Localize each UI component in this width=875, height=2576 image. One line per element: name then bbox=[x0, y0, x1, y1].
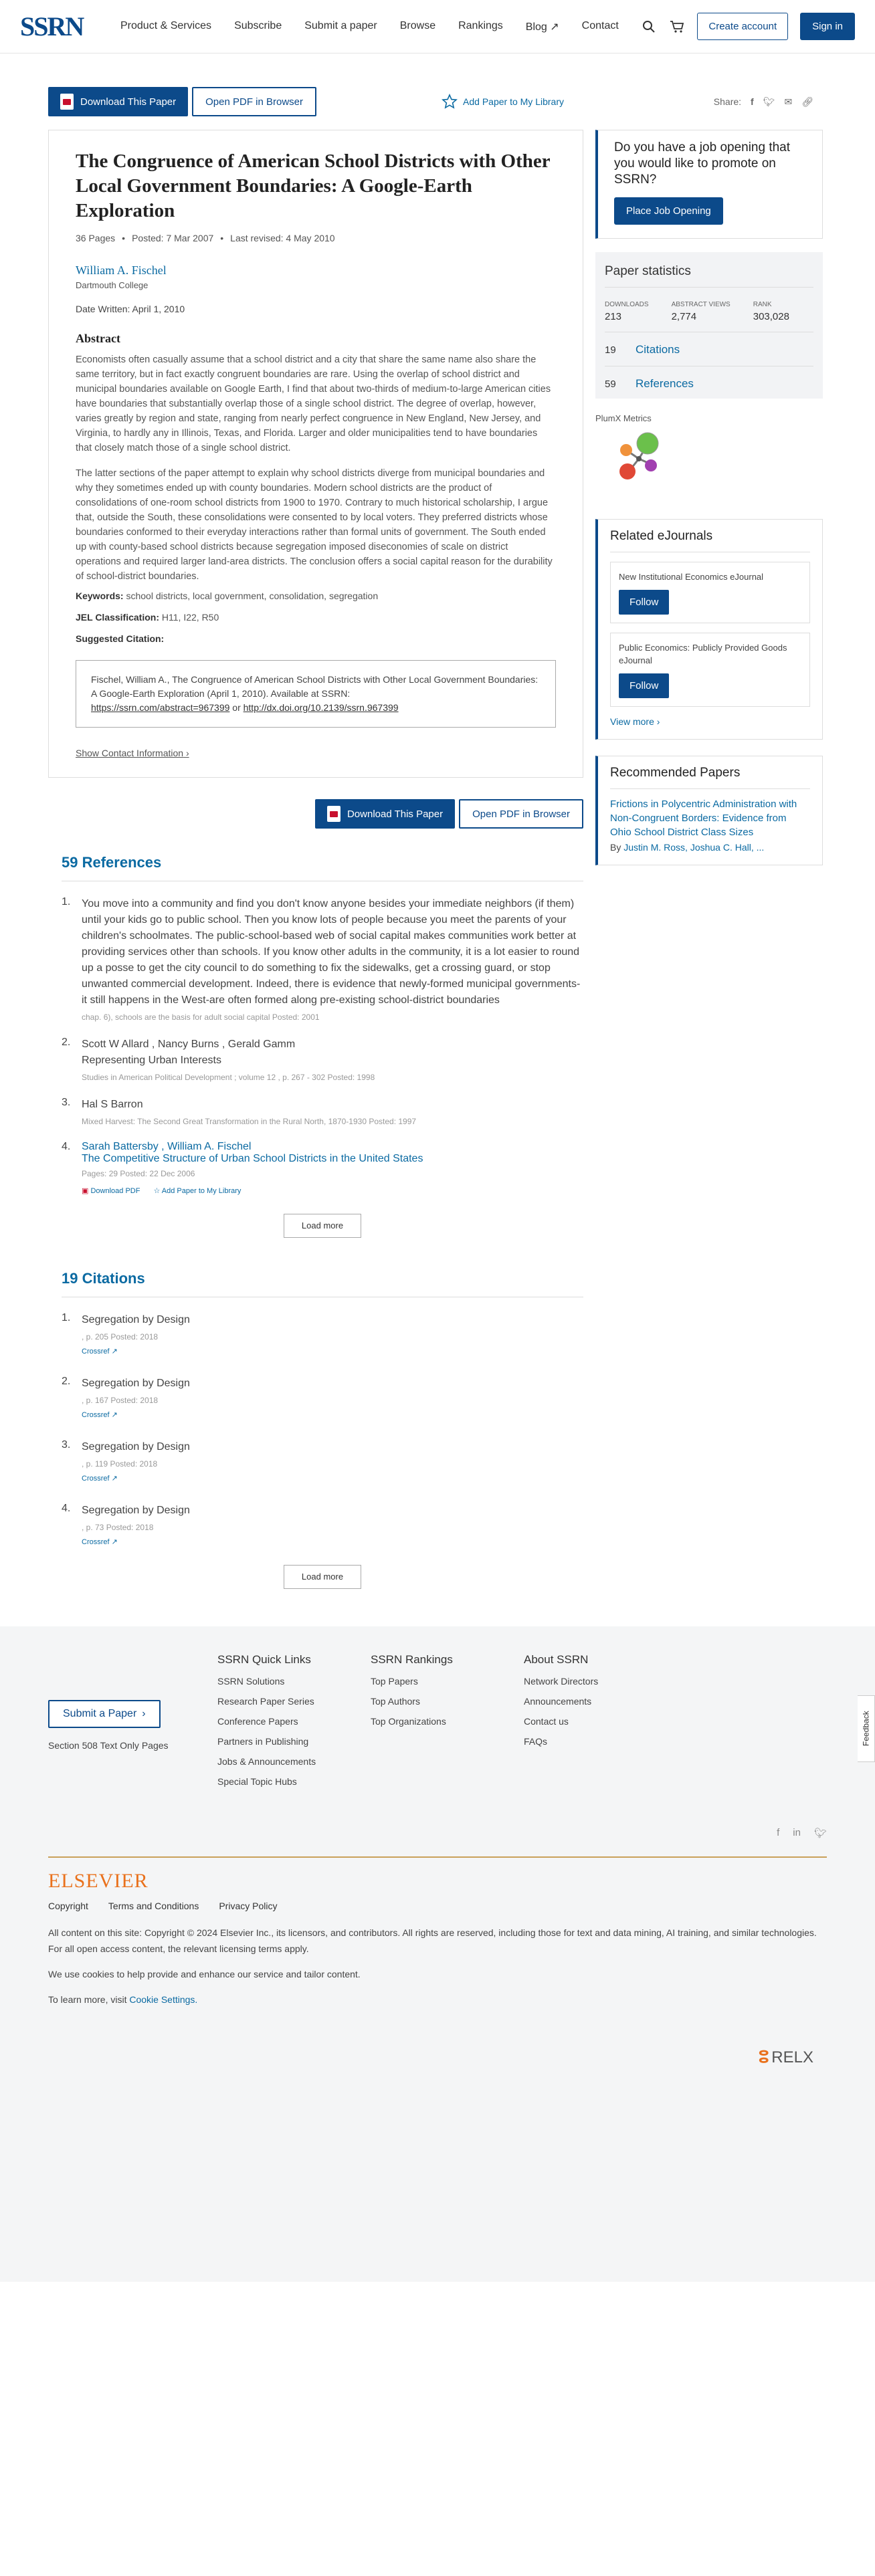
citations-label: Citations bbox=[636, 343, 680, 356]
pdf-icon bbox=[327, 806, 341, 822]
list-item bbox=[62, 1037, 583, 1082]
site-footer bbox=[0, 1626, 875, 2282]
crossref-link[interactable]: Crossref ↗ bbox=[82, 1538, 118, 1546]
open-pdf-button[interactable]: Open PDF in Browser bbox=[192, 87, 316, 116]
related-ejournals bbox=[595, 519, 823, 740]
ref-actions bbox=[82, 1186, 583, 1195]
cite-body bbox=[82, 1439, 583, 1483]
ref-sub: chap. 6), schools are the basis for adult social capital Posted: 2001 bbox=[82, 1012, 320, 1022]
download-pdf-label: Download PDF bbox=[90, 1187, 140, 1195]
sidebar bbox=[595, 130, 823, 1589]
terms-link[interactable]: Terms and Conditions bbox=[108, 1901, 199, 1911]
recommended-authors bbox=[610, 842, 810, 853]
ref-number: 2. bbox=[62, 1037, 71, 1048]
download-paper-button[interactable] bbox=[48, 87, 188, 116]
header-actions bbox=[641, 13, 855, 40]
relx-mark-icon: ⵓ bbox=[759, 2048, 769, 2066]
ref-sub: Pages: 29 Posted: 22 Dec 2006 bbox=[82, 1169, 195, 1178]
follow-button[interactable]: Follow bbox=[619, 673, 669, 698]
search-icon[interactable] bbox=[641, 19, 657, 35]
stat-label: DOWNLOADS bbox=[605, 301, 649, 308]
add-to-library-link[interactable] bbox=[442, 94, 564, 110]
abstract-heading: Abstract bbox=[76, 332, 120, 345]
footer-col-heading: About SSRN bbox=[524, 1653, 589, 1666]
relx-label: RELX bbox=[771, 2048, 813, 2066]
privacy-link[interactable]: Privacy Policy bbox=[219, 1901, 278, 1911]
revised-date: Last revised: 4 May 2010 bbox=[230, 233, 335, 243]
ref-authors: Hal S Barron bbox=[82, 1099, 143, 1110]
footer-left bbox=[48, 1653, 217, 1787]
linkedin-icon[interactable]: in bbox=[793, 1827, 801, 1838]
ref-number: 1. bbox=[62, 896, 71, 907]
paper-title: The Congruence of American School Districts with Other Local Government Boundaries: A Google-Earth Exploration bbox=[76, 150, 551, 221]
cite-body bbox=[82, 1376, 583, 1419]
abstract-paragraph-1: Economists often casually assume that a school district and a city that share the same name also share the same territory, but in fact exactly congruent boundaries are rare. Using the overlap of school district and municipal boundaries available on Google Earth, I find that about two-thirds of medium-to-large American cities have boundaries that substantially overlap those of a single school district. The degree of overlap, however, varies greatly by region and state, ranging from nearly perfect congruence in New England, New Jersey, and Virginia, to hardly any in Illinois, Texas, and Florida. Larger and older municipalities tend to have boundaries that closely match those of a single school district. bbox=[76, 354, 551, 453]
cite-number: 4. bbox=[62, 1503, 71, 1514]
footer-link[interactable]: SSRN Solutions bbox=[217, 1676, 285, 1687]
share-label: Share: bbox=[713, 96, 742, 107]
view-more-link[interactable] bbox=[610, 716, 810, 727]
abstract-paragraph-2: The latter sections of the paper attempt to explain why school districts diverge from municipal boundaries and why they sometimes ended up with county boundaries. Modern school districts are the product of consolidations of one-room school districts from 1900 to 1970. Contrary to much historical scholarship, I argue that, outside the South, these consolidations were consented to by local voters. They preferred districts whose boundaries conformed to their everyday interactions rather than formal units of government. The South ended up with county-based school districts because segregation imposed diseconomies of scale on district operations and required larger land-area districts. The conclusion offers a social capital reason for the durability of school-district boundaries. bbox=[76, 468, 553, 582]
footer-link[interactable]: Jobs & Announcements bbox=[217, 1756, 316, 1767]
ref-sub: Studies in American Political Development ; volume 12 , p. 267 - 302 Posted: 1998 bbox=[82, 1073, 375, 1082]
footer-link[interactable]: Research Paper Series bbox=[217, 1696, 314, 1707]
related-title: Related eJournals bbox=[610, 529, 810, 552]
cite-body bbox=[82, 1312, 583, 1356]
ref-text: You move into a community and find you don't know anyone besides your immediate neighbors (if them) until your kids go to public school. Then you know lots of people because you meet the parents of your children's schoolmates. The public-school-based web of social capital makes communities work better at providing services other than schools. If you know other adults in the community, it is a lot easier to round up a posse to get the city council to do something to fix the sidewalks, get a crossing guard, or stop unwanted commercial development. Indeed, there is evidence that newly-formed municipal governments-it still happens in the West-are often formed along pre-existing school-district boundaries bbox=[82, 898, 581, 1006]
recommended-papers bbox=[595, 756, 823, 865]
ref-body bbox=[82, 1141, 583, 1195]
footer-link[interactable]: Top Authors bbox=[371, 1696, 420, 1707]
stat-label: ABSTRACT VIEWS bbox=[671, 301, 731, 308]
journal-title[interactable]: New Institutional Economics eJournal bbox=[619, 572, 764, 582]
nav-rankings[interactable]: Rankings bbox=[458, 19, 503, 31]
nav-submit-paper[interactable]: Submit a paper bbox=[304, 19, 377, 31]
twitter-icon[interactable]: 🐦︎ bbox=[813, 1828, 827, 1839]
list-item bbox=[62, 1503, 583, 1546]
references-section bbox=[48, 854, 583, 1238]
footer-col-heading: SSRN Quick Links bbox=[217, 1653, 311, 1666]
stat-downloads bbox=[605, 301, 649, 322]
suggested-label-text: Suggested Citation: bbox=[76, 633, 165, 644]
stat-value: 2,774 bbox=[671, 311, 697, 322]
crossref-link[interactable]: Crossref ↗ bbox=[82, 1411, 118, 1419]
ref-number: 4. bbox=[62, 1141, 71, 1152]
footer-link[interactable]: Conference Papers bbox=[217, 1716, 298, 1727]
email-icon[interactable]: ✉ bbox=[784, 96, 793, 107]
ref-body bbox=[82, 1037, 583, 1082]
list-item bbox=[62, 1141, 583, 1195]
job-promo-title: Do you have a job opening that you would like to promote on SSRN? bbox=[614, 140, 791, 187]
footer-col-quicklinks bbox=[217, 1653, 371, 1787]
plumx-graphic[interactable] bbox=[609, 429, 823, 492]
pdf-small-icon: ▣ bbox=[82, 1187, 89, 1195]
download-label: Download This Paper bbox=[80, 96, 177, 108]
footer-link[interactable]: Network Directors bbox=[524, 1676, 599, 1687]
cart-icon[interactable] bbox=[669, 19, 685, 35]
paper-meta bbox=[76, 233, 556, 243]
citations-heading: 19 Citations bbox=[62, 1270, 583, 1297]
ssrn-logo[interactable]: SSRN bbox=[20, 11, 84, 41]
footer-link[interactable]: FAQs bbox=[524, 1736, 548, 1747]
list-item bbox=[62, 1376, 583, 1419]
submit-paper-button[interactable] bbox=[48, 1700, 161, 1728]
download-pdf-link[interactable] bbox=[82, 1186, 140, 1195]
download-label-bottom: Download This Paper bbox=[347, 808, 444, 820]
crossref-link[interactable]: Crossref ↗ bbox=[82, 1475, 118, 1483]
cite-number: 3. bbox=[62, 1439, 71, 1451]
ref-sub: Mixed Harvest: The Second Great Transformation in the Rural North, 1870-1930 Posted: 1997 bbox=[82, 1117, 417, 1126]
journal-title[interactable]: Public Economics: Publicly Provided Goods eJournal bbox=[619, 643, 787, 665]
keywords-value: school districts, local government, consolidation, segregation bbox=[126, 591, 379, 601]
footer-link[interactable]: Top Papers bbox=[371, 1676, 418, 1687]
follow-button[interactable]: Follow bbox=[619, 590, 669, 615]
stat-label: RANK bbox=[753, 301, 772, 308]
add-library-link[interactable] bbox=[153, 1186, 241, 1195]
cookie-text: We use cookies to help provide and enhance our service and tailor content. bbox=[48, 1969, 361, 1979]
jel-value: H11, I22, R50 bbox=[161, 612, 219, 623]
pdf-icon bbox=[60, 94, 74, 110]
by-label: By bbox=[610, 842, 621, 853]
cite-title: Segregation by Design bbox=[82, 1314, 190, 1325]
cookie-settings-link[interactable]: Cookie Settings. bbox=[129, 1994, 198, 2005]
stat-rank bbox=[753, 301, 789, 322]
ref-authors: Scott W Allard , Nancy Burns , Gerald Gamm bbox=[82, 1039, 296, 1050]
bottom-actions bbox=[48, 799, 583, 829]
star-icon bbox=[442, 94, 458, 110]
jel-classification bbox=[76, 612, 556, 623]
submit-paper-label: Submit a Paper bbox=[63, 1708, 137, 1719]
paper-card bbox=[48, 130, 583, 778]
cite-title: Segregation by Design bbox=[82, 1505, 190, 1516]
plumx-title: PlumX Metrics bbox=[595, 413, 652, 423]
references-heading: 59 References bbox=[62, 854, 583, 881]
keywords bbox=[76, 591, 556, 601]
footer-link[interactable]: Announcements bbox=[524, 1696, 592, 1707]
posted-date: Posted: 7 Mar 2007 bbox=[132, 233, 214, 243]
citation-ssrn-link[interactable]: https://ssrn.com/abstract=967399 bbox=[91, 702, 230, 713]
ref-number: 3. bbox=[62, 1097, 71, 1108]
main-nav bbox=[120, 20, 619, 33]
ref-title-link[interactable]: The Competitive Structure of Urban School Districts in the United States bbox=[82, 1153, 423, 1164]
jel-label: JEL Classification: bbox=[76, 612, 160, 623]
open-pdf-button-bottom[interactable]: Open PDF in Browser bbox=[459, 799, 583, 829]
citations-section bbox=[48, 1270, 583, 1589]
paper-statistics bbox=[595, 252, 823, 399]
elsevier-logo[interactable]: ELSEVIER bbox=[48, 1870, 149, 1892]
ref-body bbox=[82, 896, 583, 1022]
ref-body bbox=[82, 1097, 583, 1126]
ref-authors-link[interactable]: Sarah Battersby , William A. Fischel bbox=[82, 1141, 252, 1152]
footer-divider bbox=[48, 1856, 827, 1858]
add-to-library-label: Add Paper to My Library bbox=[463, 96, 564, 107]
share-bar bbox=[714, 96, 813, 108]
nav-blog[interactable]: Blog ↗ bbox=[525, 21, 559, 33]
list-item bbox=[62, 1439, 583, 1483]
crossref-link[interactable]: Crossref ↗ bbox=[82, 1348, 118, 1356]
references-label: References bbox=[636, 377, 694, 390]
list-item bbox=[62, 896, 583, 1022]
citation-or: or bbox=[232, 702, 241, 713]
cite-number: 1. bbox=[62, 1312, 71, 1323]
author-affiliation: Dartmouth College bbox=[76, 280, 149, 290]
show-contact-label: Show Contact Information bbox=[76, 748, 184, 758]
cite-sub: , p. 167 Posted: 2018 bbox=[82, 1396, 159, 1405]
chevron-right-icon: › bbox=[185, 748, 189, 758]
page-count: 36 Pages bbox=[76, 233, 116, 243]
add-library-label: Add Paper to My Library bbox=[161, 1187, 241, 1195]
cite-sub: , p. 119 Posted: 2018 bbox=[82, 1459, 158, 1469]
place-job-button[interactable]: Place Job Opening bbox=[614, 197, 723, 225]
footer-top bbox=[48, 1653, 827, 1787]
chevron-right-icon: › bbox=[656, 716, 660, 727]
footer-link[interactable]: Top Organizations bbox=[371, 1716, 446, 1727]
references-load-more-button[interactable]: Load more bbox=[284, 1214, 361, 1238]
footer-legal-links bbox=[48, 1901, 827, 1911]
stat-references-link[interactable] bbox=[605, 366, 813, 391]
relx-logo[interactable] bbox=[48, 2048, 813, 2067]
meta-dot-1: • bbox=[122, 233, 126, 243]
job-promo-box bbox=[595, 130, 823, 239]
view-more-label: View more bbox=[610, 716, 654, 727]
create-account-button[interactable]: Create account bbox=[697, 13, 788, 40]
citations-load-more-button[interactable]: Load more bbox=[284, 1565, 361, 1589]
author-link[interactable]: William A. Fischel bbox=[76, 263, 167, 277]
citation-text: Fischel, William A., The Congruence of American School Districts with Other Local Government Boundaries: A Google-Earth Exploration (April 1, 2010). Available at SSRN: bbox=[91, 674, 539, 699]
feedback-tab[interactable]: Feedback bbox=[858, 1695, 875, 1762]
recommended-authors-link[interactable]: Justin M. Ross, Joshua C. Hall, ... bbox=[623, 842, 765, 853]
site-header bbox=[0, 0, 875, 53]
cite-title: Segregation by Design bbox=[82, 1378, 190, 1389]
footer-col-rankings bbox=[371, 1653, 524, 1787]
show-contact-link[interactable] bbox=[76, 748, 556, 758]
footer-social bbox=[48, 1827, 827, 1839]
stat-views bbox=[672, 301, 731, 322]
footer-link[interactable]: Contact us bbox=[524, 1716, 569, 1727]
copyright-link[interactable]: Copyright bbox=[48, 1901, 88, 1911]
list-item bbox=[62, 1312, 583, 1356]
nav-contact[interactable]: Contact bbox=[581, 19, 619, 31]
learn-more-label: To learn more, visit bbox=[48, 1994, 127, 2005]
nav-subscribe[interactable]: Subscribe bbox=[234, 19, 282, 31]
facebook-icon[interactable]: f bbox=[777, 1827, 780, 1838]
learn-more-text bbox=[48, 1992, 827, 2008]
legal-text: All content on this site: Copyright © 2024 Elsevier Inc., its licensors, and contributors. All rights are reserved, including those for text and data mining, AI training, and similar technologies. For all open access content, the relevant licensing terms apply. bbox=[48, 1927, 817, 1954]
references-count: 59 bbox=[605, 378, 616, 390]
download-paper-button-bottom[interactable] bbox=[315, 799, 455, 829]
keywords-label: Keywords: bbox=[76, 591, 124, 601]
citation-box bbox=[76, 660, 556, 728]
sign-in-button[interactable]: Sign in bbox=[800, 13, 855, 40]
chevron-right-icon: › bbox=[142, 1708, 146, 1719]
cite-sub: , p. 205 Posted: 2018 bbox=[82, 1332, 159, 1341]
date-written: Date Written: April 1, 2010 bbox=[76, 304, 185, 314]
nav-browse[interactable]: Browse bbox=[399, 19, 436, 31]
link-icon[interactable]: 🔗︎ bbox=[801, 96, 813, 107]
journal-card bbox=[610, 633, 810, 707]
ref-title: Representing Urban Interests bbox=[82, 1055, 221, 1066]
stat-value: 213 bbox=[605, 311, 622, 322]
footer-col-heading: SSRN Rankings bbox=[371, 1653, 453, 1666]
list-item bbox=[62, 1097, 583, 1126]
star-small-icon: ☆ bbox=[153, 1187, 161, 1195]
cite-title: Segregation by Design bbox=[82, 1441, 190, 1453]
cite-sub: , p. 73 Posted: 2018 bbox=[82, 1523, 154, 1532]
recommended-title: Recommended Papers bbox=[610, 766, 810, 789]
suggested-citation-label bbox=[76, 633, 556, 644]
stats-title: Paper statistics bbox=[605, 264, 813, 288]
footer-link[interactable]: Partners in Publishing bbox=[217, 1736, 309, 1747]
footer-link[interactable]: Special Topic Hubs bbox=[217, 1776, 297, 1787]
journal-card bbox=[610, 562, 810, 623]
citation-doi-link[interactable]: http://dx.doi.org/10.2139/ssrn.967399 bbox=[243, 702, 399, 713]
facebook-icon[interactable]: f bbox=[751, 96, 754, 107]
recommended-paper-link[interactable]: Frictions in Polycentric Administration with Non-Congruent Borders: Evidence from Ohio School District Class Sizes bbox=[610, 798, 797, 838]
footer-col-about bbox=[524, 1653, 677, 1787]
left-column bbox=[48, 130, 583, 1589]
paper-actions-bar bbox=[0, 87, 875, 116]
stat-value: 303,028 bbox=[753, 311, 789, 322]
citations-count: 19 bbox=[605, 344, 616, 356]
stats-row bbox=[605, 301, 813, 322]
twitter-icon[interactable]: 🐦︎ bbox=[763, 96, 775, 107]
cite-number: 2. bbox=[62, 1376, 71, 1387]
cite-body bbox=[82, 1503, 583, 1546]
meta-dot-2: • bbox=[220, 233, 224, 243]
nav-product-services[interactable]: Product & Services bbox=[120, 19, 212, 31]
main-content bbox=[0, 130, 875, 1589]
stat-citations-link[interactable] bbox=[605, 332, 813, 356]
section-508-link[interactable]: Section 508 Text Only Pages bbox=[48, 1740, 169, 1751]
